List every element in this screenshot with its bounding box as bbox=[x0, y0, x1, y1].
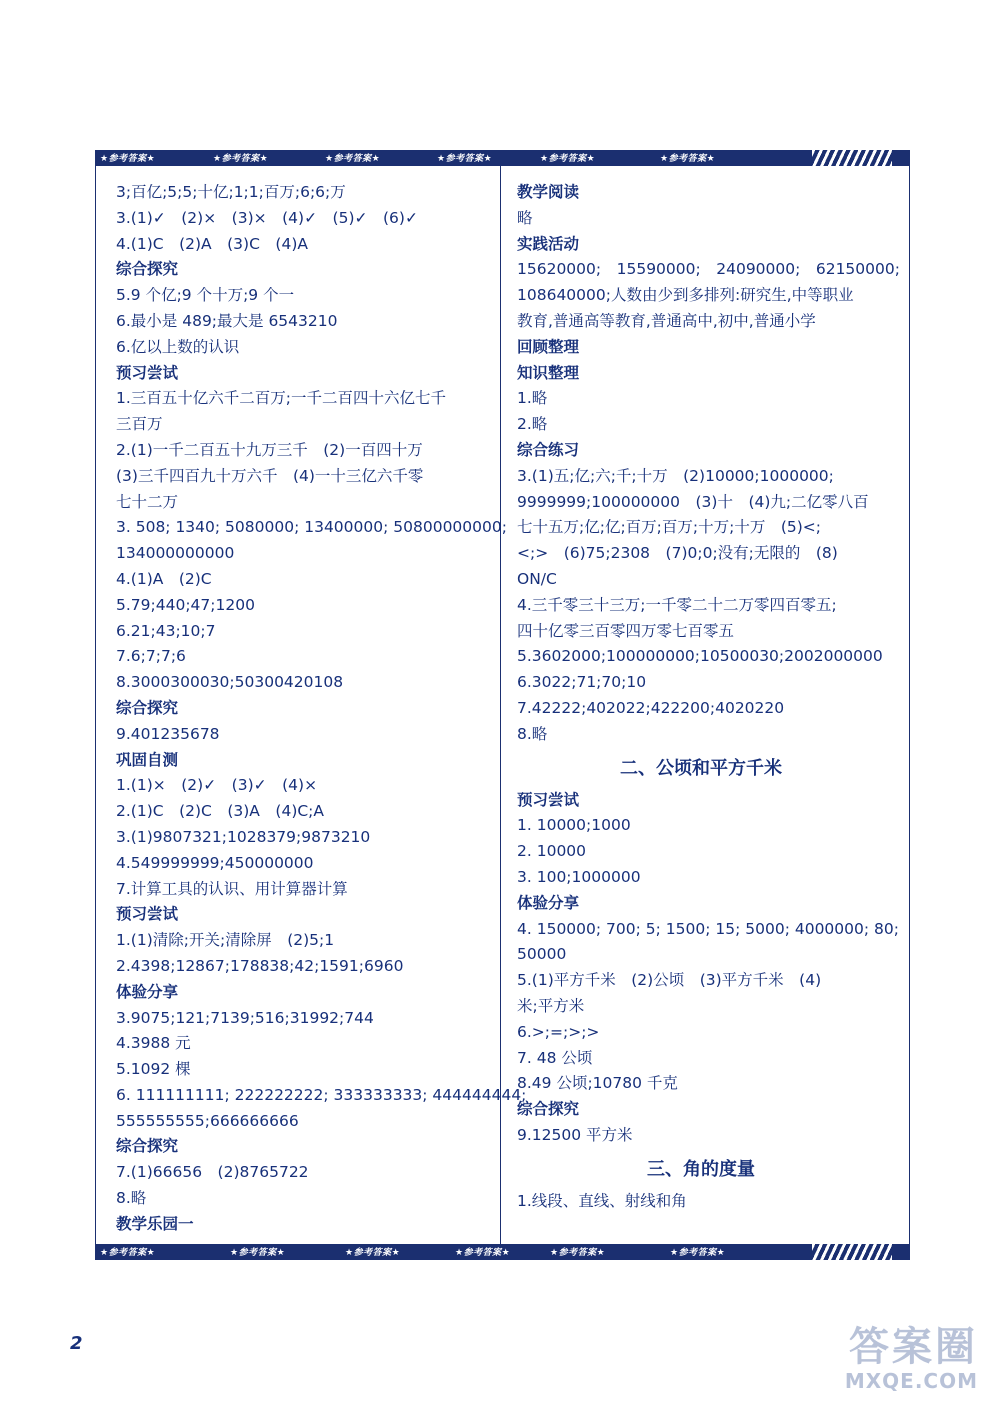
answer-line: <;> (6)75;2308 (7)0;0;没有;无限的 (8) bbox=[517, 544, 838, 563]
answer-line: 米;平方米 bbox=[517, 996, 585, 1015]
answer-line: 2. 10000 bbox=[517, 842, 587, 861]
section-heading: 体验分享 bbox=[116, 982, 179, 1001]
answer-line: 1. 10000;1000 bbox=[517, 816, 631, 835]
banner-label: ★参考答案★ bbox=[540, 154, 596, 164]
answer-line: 6.21;43;10;7 bbox=[116, 621, 216, 640]
answer-line: 4.549999999;450000000 bbox=[116, 853, 314, 872]
answer-line: 1.三百五十亿六千二百万;一千二百四十六亿七千 bbox=[116, 389, 447, 408]
section-title: 二、公顷和平方千米 bbox=[620, 757, 782, 779]
section-heading: 综合练习 bbox=[517, 440, 580, 459]
answer-line: 6.3022;71;70;10 bbox=[517, 673, 647, 692]
answer-line: 1.(1)× (2)✓ (3)✓ (4)× bbox=[116, 776, 318, 795]
answer-line: 2.略 bbox=[517, 415, 548, 434]
banner-label: ★参考答案★ bbox=[213, 154, 269, 164]
answer-line: 略 bbox=[517, 208, 533, 227]
answer-line: 7.42222;402022;422200;4020220 bbox=[517, 698, 785, 717]
answer-line: 15620000; 15590000; 24090000; 62150000; bbox=[517, 260, 900, 279]
answer-line: 教育,普通高等教育,普通高中,初中,普通小学 bbox=[517, 311, 816, 330]
section-heading: 综合探究 bbox=[517, 1100, 580, 1119]
answer-line: 5.1092 棵 bbox=[116, 1060, 191, 1079]
answer-line: 50000 bbox=[517, 945, 567, 964]
answer-line: 7. 48 公顷 bbox=[517, 1048, 593, 1067]
section-heading: 教学阅读 bbox=[517, 183, 580, 201]
watermark bbox=[845, 1325, 978, 1393]
banner-label: ★参考答案★ bbox=[230, 1248, 286, 1258]
banner-label: ★参考答案★ bbox=[345, 1248, 401, 1258]
answer-line: 4.(1)C (2)A (3)C (4)A bbox=[116, 234, 308, 253]
answer-line: 1.略 bbox=[517, 389, 548, 408]
watermark-url: MXQE.COM bbox=[844, 1369, 978, 1393]
answer-line: 3.9075;121;7139;516;31992;744 bbox=[116, 1008, 374, 1027]
answer-line: 四十亿零三百零四万零七百零五 bbox=[517, 621, 735, 640]
answer-line: (3)三千四百九十万六千 (4)一十三亿六千零 bbox=[116, 466, 424, 485]
section-heading: 综合探究 bbox=[116, 1137, 179, 1156]
answer-line: 4.三千零三十三万;一千零二十二万零四百零五; bbox=[517, 595, 837, 614]
banner-label: ★参考答案★ bbox=[455, 1248, 511, 1258]
left-column bbox=[116, 180, 527, 1238]
answer-line: 5.3602000;100000000;10500030;2002000000 bbox=[517, 647, 883, 666]
banner-stripes bbox=[812, 1244, 892, 1260]
answer-line: 108640000;人数由少到多排列:研究生,中等职业 bbox=[517, 286, 854, 305]
answer-line: 3.(1)五;亿;六;千;十万 (2)10000;1000000; bbox=[517, 466, 834, 485]
section-heading: 预习尝试 bbox=[116, 905, 179, 924]
section-heading: 回顾整理 bbox=[517, 337, 580, 356]
answer-line: 1.线段、直线、射线和角 bbox=[517, 1191, 687, 1210]
answer-line: 3. 100;1000000 bbox=[517, 867, 641, 886]
answer-line: 1.(1)清除;开关;清除屏 (2)5;1 bbox=[116, 931, 335, 950]
answer-line: 4.3988 元 bbox=[116, 1034, 191, 1053]
answer-line: 4.(1)A (2)C bbox=[116, 569, 212, 588]
answer-line: 8.略 bbox=[116, 1189, 147, 1208]
section-heading: 知识整理 bbox=[517, 363, 580, 382]
answer-line: 4. 150000; 700; 5; 1500; 15; 5000; 4000000; 80; bbox=[517, 919, 899, 938]
answer-line: 2.(1)一千二百五十九万三千 (2)一百四十万 bbox=[116, 440, 423, 459]
section-heading: 综合探究 bbox=[116, 260, 179, 279]
answer-line: 8.略 bbox=[517, 724, 548, 743]
answer-line: 2.4398;12867;178838;42;1591;6960 bbox=[116, 956, 404, 975]
answer-line: 7.(1)66656 (2)8765722 bbox=[116, 1163, 309, 1182]
banner-stripes bbox=[812, 150, 892, 166]
section-heading: 巩固自测 bbox=[116, 750, 179, 769]
answer-line: 6.>;=;>;> bbox=[517, 1022, 600, 1041]
answer-line: 8.49 公顷;10780 千克 bbox=[517, 1074, 678, 1093]
column-divider bbox=[500, 166, 501, 1244]
answer-line: 5.9 个亿;9 个十万;9 个一 bbox=[116, 286, 295, 305]
answer-line: 8.3000300030;50300420108 bbox=[116, 673, 344, 692]
right-column bbox=[517, 180, 900, 1214]
answer-line: 555555555;666666666 bbox=[116, 1111, 299, 1130]
answer-line: 7.计算工具的认识、用计算器计算 bbox=[116, 879, 348, 898]
banner-label: ★参考答案★ bbox=[660, 154, 716, 164]
section-heading: 实践活动 bbox=[517, 234, 580, 253]
watermark-logo: 答案圈 bbox=[849, 1324, 978, 1370]
answer-line: 6.最小是 489;最大是 6543210 bbox=[116, 311, 338, 330]
banner-label: ★参考答案★ bbox=[100, 1248, 156, 1258]
answer-line: 6.亿以上数的认识 bbox=[116, 337, 240, 356]
section-heading: 预习尝试 bbox=[517, 790, 580, 809]
answer-line: 三百万 bbox=[116, 415, 163, 434]
section-heading: 体验分享 bbox=[517, 893, 580, 912]
answer-line: ON/C bbox=[517, 569, 557, 588]
section-heading: 教学乐园一 bbox=[116, 1214, 194, 1233]
answer-line: 9.401235678 bbox=[116, 724, 220, 743]
section-heading: 预习尝试 bbox=[116, 363, 179, 382]
banner-label: ★参考答案★ bbox=[550, 1248, 606, 1258]
banner-label: ★参考答案★ bbox=[670, 1248, 726, 1258]
answer-line: 5.(1)平方千米 (2)公顷 (3)平方千米 (4) bbox=[517, 971, 822, 990]
answer-line: 9.12500 平方米 bbox=[517, 1125, 633, 1144]
answer-line: 七十二万 bbox=[116, 492, 179, 511]
answer-line: 7.6;7;7;6 bbox=[116, 647, 186, 666]
answer-line: 3.(1)✓ (2)× (3)× (4)✓ (5)✓ (6)✓ bbox=[116, 208, 418, 227]
answer-line: 9999999;100000000 (3)十 (4)九;二亿零八百 bbox=[517, 492, 869, 511]
answer-line: 134000000000 bbox=[116, 544, 235, 563]
answer-line: 3.(1)9807321;1028379;9873210 bbox=[116, 827, 371, 846]
top-banner bbox=[95, 150, 910, 166]
answer-line: 3;百亿;5;5;十亿;1;1;百万;6;6;万 bbox=[116, 183, 346, 201]
answer-line: 3. 508; 1340; 5080000; 13400000; 50800000000; bbox=[116, 518, 507, 537]
banner-label: ★参考答案★ bbox=[437, 154, 493, 164]
banner-label: ★参考答案★ bbox=[325, 154, 381, 164]
bottom-banner bbox=[95, 1244, 910, 1260]
banner-label: ★参考答案★ bbox=[100, 154, 156, 164]
section-title: 三、角的度量 bbox=[647, 1158, 755, 1180]
section-heading: 综合探究 bbox=[116, 698, 179, 717]
answer-line: 2.(1)C (2)C (3)A (4)C;A bbox=[116, 802, 325, 821]
answer-line: 5.79;440;47;1200 bbox=[116, 595, 255, 614]
page-number: 2 bbox=[70, 1333, 83, 1354]
answer-line: 6. 111111111; 222222222; 333333333; 444444444; bbox=[116, 1085, 527, 1104]
answer-line: 七十五万;亿;亿;百万;百万;十万;十万 (5)<; bbox=[517, 518, 821, 537]
